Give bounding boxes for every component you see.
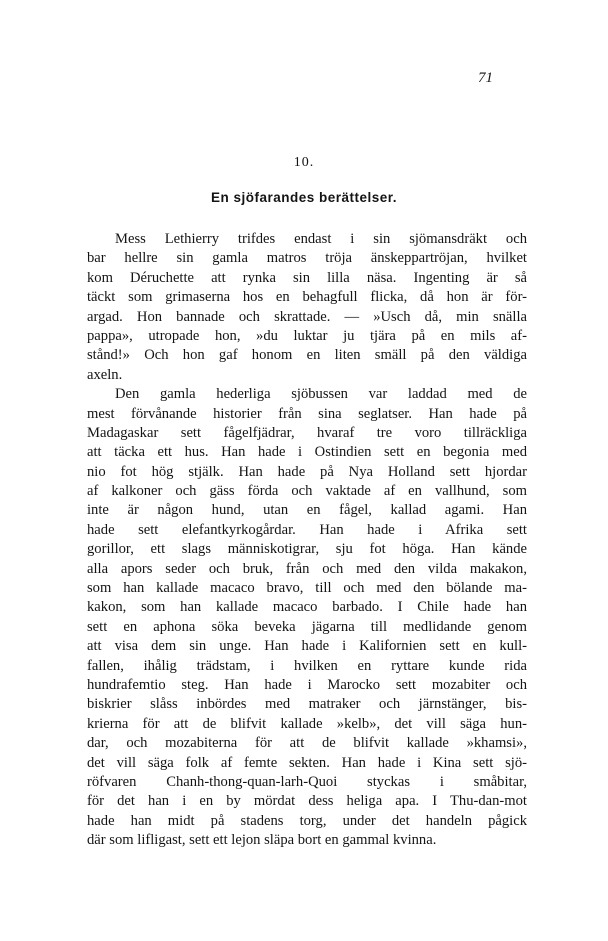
text-line: det vill säga folk af femte sekten. Han hade i Kina sett sjö- [87, 754, 527, 771]
text-line: hade sett elefantkyrkogårdar. Han hade i Afrika sett [87, 521, 527, 538]
text-line: att visa dem sin unge. Han hade i Kalifornien sett en kull- [87, 638, 527, 655]
chapter-title: En sjöfarandes berättelser. [210, 190, 398, 205]
text-line: gorillor, ett slags människotigrar, sju fot höga. Han kände [87, 541, 527, 558]
text-line: Mess Lethierry trifdes endast i sin sjömansdräkt och [115, 231, 527, 247]
text-line: röfvaren Chanh-thong-quan-larh-Quoi styckas i småbitar, [87, 773, 527, 790]
text-line: kakon, som han kallade macaco barbado. I Chile hade han [87, 599, 527, 616]
text-line: hundrafemtio steg. Han hade i Marocko sett mozabiter och [87, 676, 527, 693]
page-number: 71 [478, 70, 493, 86]
text-line: täckt som grimaserna hos en behagfull flicka, då hon är för- [87, 289, 527, 306]
body-text [87, 230, 527, 851]
text-line: hade han midt på stadens torg, under det handeln pågick [87, 812, 527, 829]
text-line: af kalkoner och gäss förda och vaktade af en vallhund, som [87, 483, 527, 500]
text-line: bar hellre sin gamla matros tröja änskeppartröjan, hvilket [87, 250, 527, 267]
text-line: Madagaskar sett fågelfjädrar, hvaraf tre voro tillräckliga [87, 424, 527, 441]
text-line: där som lifligast, sett ett lejon släpa bort en gammal kvinna. [87, 832, 437, 849]
text-line: biskrier slåss inbördes med matraker och järnstänger, bis- [87, 696, 527, 713]
text-line: kom Déruchette att rynka sin lilla näsa. Ingenting är så [87, 269, 527, 286]
text-line: alla apors seder och bruk, från och med den vilda makakon, [87, 560, 527, 577]
text-line: pappa», utropade hon, »du luktar ju tjära på en mils af- [87, 327, 527, 344]
text-line: sett en aphona söka beveka jägarna till medlidande genom [87, 618, 527, 635]
chapter-number: 10. [293, 155, 315, 170]
text-line: för det han i en by mördat dess heliga apa. I Thu-dan-mot [87, 793, 527, 810]
text-line: fallen, ihålig trädstam, i hvilken en ryttare kunde rida [87, 657, 527, 674]
text-line: som han kallade macaco bravo, till och med den bölande ma- [87, 580, 527, 597]
text-line: att täcka ett hus. Han hade i Ostindien sett en begonia med [87, 444, 527, 461]
text-line: inte är någon hund, utan en fågel, kallad agami. Han [87, 502, 527, 519]
text-line: axeln. [87, 366, 123, 383]
text-line: stånd!» Och hon gaf honom en liten smäll på den väldiga [87, 347, 527, 364]
text-line: krierna för att de blifvit kallade »kelb», det vill säga hun- [87, 715, 527, 732]
text-line: nio fot hög stjälk. Han hade på Nya Holland sett hjordar [87, 463, 527, 480]
text-line: mest förvånande historier från sina seglatser. Han hade på [87, 405, 527, 422]
text-line: argad. Hon bannade och skrattade. — »Usch då, min snälla [87, 308, 527, 325]
text-line: Den gamla hederliga sjöbussen var laddad med de [115, 386, 527, 403]
text-line: dar, och mozabiterna för att de blifvit kallade »khamsi», [87, 735, 527, 752]
